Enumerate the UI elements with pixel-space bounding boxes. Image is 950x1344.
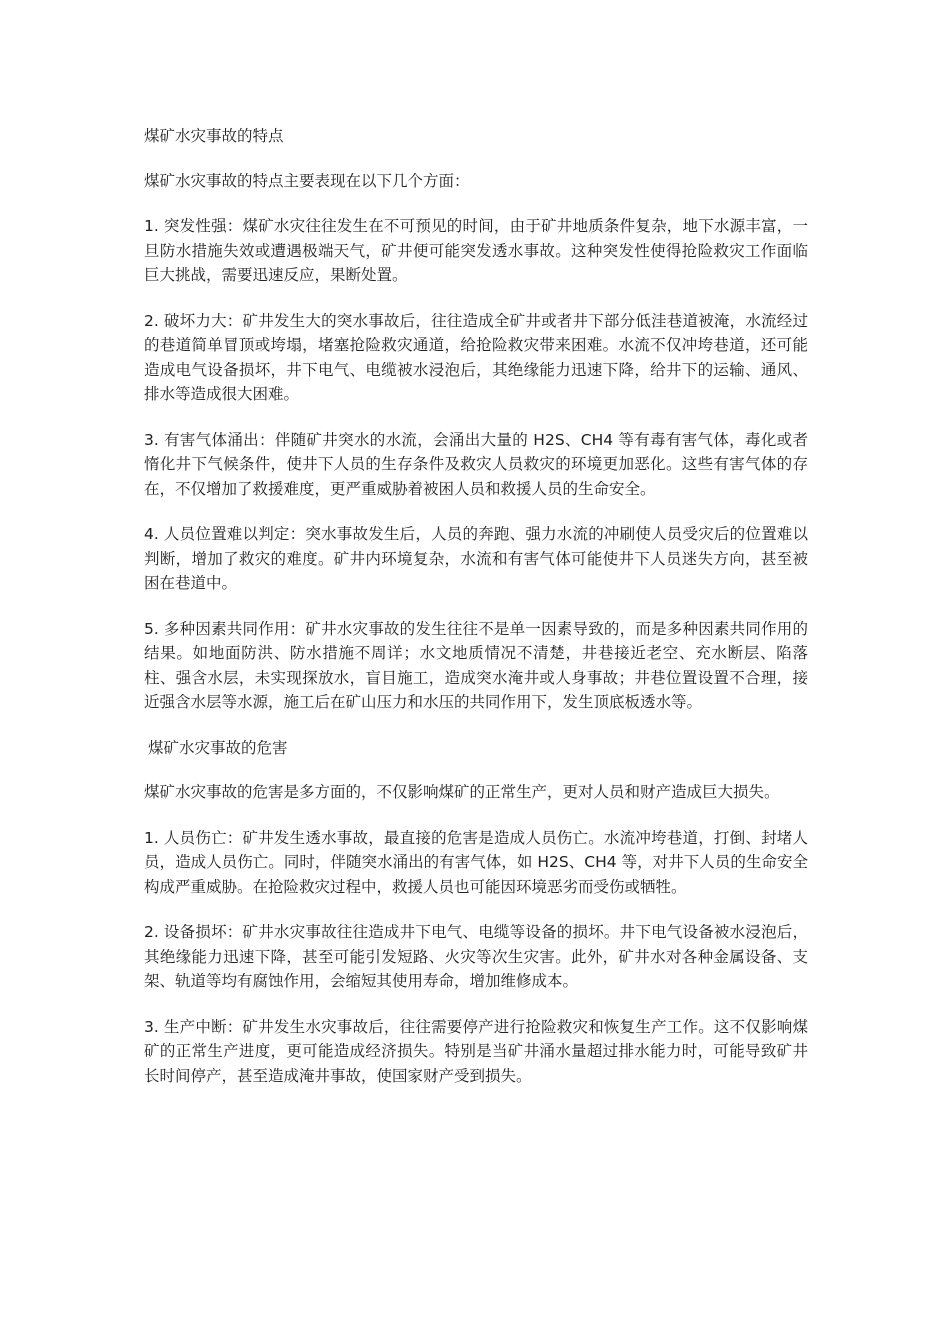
paragraph-production: 3. 生产中断：矿井发生水灾事故后，往往需要停产进行抢险救灾和恢复生产工作。这不仅影响煤矿的正常生产进度，更可能造成经济损失。特别是当矿井涌水量超过排水能力时，可能导致矿井长时间停产，甚至造成淹井事故，使国家财产受到损失。 (144, 1017, 808, 1085)
paragraph-harmful-gas: 3. 有害气体涌出：伴随矿井突水的水流，会涌出大量的 H2S、CH4 等有毒有害气体，毒化或者惰化井下气候条件，使井下人员的生存条件及救灾人员救灾的环境更加恶化。这些有害气体的存在，不仅增加了救援难度，更严重威胁着被困人员和救援人员的生命安全。 (144, 430, 808, 498)
section-intro-characteristics: 煤矿水灾事故的特点主要表现在以下几个方面： (144, 171, 470, 190)
paragraph-sudden: 1. 突发性强：煤矿水灾往往发生在不可预见的时间，由于矿井地质条件复杂，地下水源丰富，一旦防水措施失效或遭遇极端天气，矿井便可能突发透水事故。这种突发性使得抢险救灾工作面临巨大挑战，需要迅速反应，果断处置。 (144, 217, 808, 284)
section-heading-characteristics: 煤矿水灾事故的特点 (144, 127, 284, 145)
paragraph-destructive: 2. 破坏力大：矿井发生大的突水事故后，往往造成全矿井或者井下部分低洼巷道被淹，水流经过的巷道简单冒顶或垮塌，堵塞抢险救灾通道，给抢险救灾带来困难。水流不仅冲垮巷道，还可能造成电气设备损坏，井下电气、电缆被水浸泡后，其绝缘能力迅速下降，给井下的运输、通风、排水等造成很大困难。 (144, 311, 808, 403)
paragraph-location: 4. 人员位置难以判定：突水事故发生后，人员的奔跑、强力水流的冲刷使人员受灾后的位置难以判断，增加了救灾的难度。矿井内环境复杂，水流和有害气体可能使井下人员迷失方向，甚至被困在巷道中。 (144, 525, 808, 592)
document-body (144, 124, 808, 1109)
paragraph-equipment: 2. 设备损坏：矿井水灾事故往往造成井下电气、电缆等设备的损坏。井下电气设备被水浸泡后，其绝缘能力迅速下降，甚至可能引发短路、火灾等次生灾害。此外，矿井水对各种金属设备、支架、轨道等均有腐蚀作用，会缩短其使用寿命，增加维修成本。 (144, 923, 808, 990)
paragraph-multiple-factors: 5. 多种因素共同作用：矿井水灾事故的发生往往不是单一因素导致的，而是多种因素共同作用的结果。如地面防洪、防水措施不周详；水文地质情况不清楚，井巷接近老空、充水断层、陷落柱、强含水层，未实现探放水，盲目施工，造成突水淹井或人身事故；井巷位置设置不合理，接近强含水层等水源，施工后在矿山压力和水压的共同作用下，发生顶底板透水等。 (144, 619, 808, 711)
section-intro-hazards: 煤矿水灾事故的危害是多方面的，不仅影响煤矿的正常生产，更对人员和财产造成巨大损失。 (144, 783, 780, 801)
paragraph-casualties: 1. 人员伤亡：矿井发生透水事故，最直接的危害是造成人员伤亡。水流冲垮巷道，打倒、封堵人员，造成人员伤亡。同时，伴随突水涌出的有害气体，如 H2S、CH4 等，对井下人员的生命安全构成严重威胁。在抢险救灾过程中，救援人员也可能因环境恶劣而受伤或牺牲。 (144, 828, 808, 896)
section-heading-hazards: 煤矿水灾事故的危害 (148, 738, 288, 757)
